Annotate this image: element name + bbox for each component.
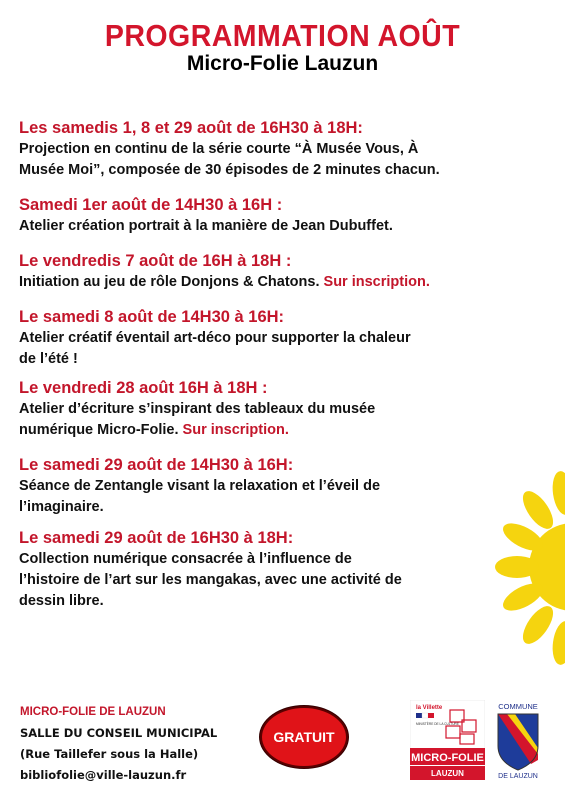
sun-decoration [445,455,565,675]
commune-label: COMMUNE [498,702,538,711]
event-date-heading: Le samedi 29 août de 16H30 à 18H: [19,529,294,547]
registration-note: Sur inscription. [323,274,430,290]
page-title: PROGRAMMATION AOÛT [104,18,461,53]
event-description-text: dessin libre. [19,593,104,609]
event-description-text: Séance de Zentangle visant la relaxation et l’éveil de [19,478,381,494]
event-description-line [19,328,539,349]
event-date-heading: Les samedis 1, 8 et 29 août de 16H30 à 18H: [19,119,363,137]
event-date-heading: Samedi 1er août de 14H30 à 16H : [19,196,283,214]
free-badge: GRATUIT [260,706,348,768]
event-description-text: Atelier création portrait à la manière de Jean Dubuffet. [19,218,393,234]
venue-address: (Rue Taillefer sous la Halle) [20,747,199,761]
event-description-text: Musée Moi”, composée de 30 épisodes de 2 minutes chacun. [19,162,440,178]
commune-logo [493,700,543,780]
event-description-line [19,139,539,160]
flag-blue-icon [416,713,422,718]
event-date-heading: Le vendredi 28 août 16H à 18H : [19,379,268,397]
event-description-text: Collection numérique consacrée à l’influence de [19,551,352,567]
contact-block [20,702,217,786]
venue-name: SALLE DU CONSEIL MUNICIPAL [20,726,218,740]
event-description-line [19,216,539,237]
villette-label: la Villette [416,705,443,711]
event-description-text: numérique Micro-Folie. [19,422,179,438]
event-description-text: l’histoire de l’art sur les mangakas, avec une activité de [19,572,402,588]
event-description-text: Atelier créatif éventail art-déco pour supporter la chaleur [19,330,411,346]
event-date-heading: Le samedi 8 août de 14H30 à 16H: [19,308,285,326]
coat-of-arms-icon [498,714,538,770]
event-description-text: de l’été ! [19,351,78,367]
event-description-line [19,399,539,420]
event-description-text: Initiation au jeu de rôle Donjons & Chatons. [19,274,320,290]
event-item [19,118,539,181]
event-description-line [19,160,539,181]
flag-red-icon [428,713,434,718]
de-lauzun-label: DE LAUZUN [498,773,538,780]
event-date-heading: Le samedi 29 août de 14H30 à 16H: [19,456,294,474]
event-description-text: Atelier d’écriture s’inspirant des tableaux du musée [19,401,376,417]
registration-note: Sur inscription. [182,422,289,438]
event-description-line [19,272,539,293]
contact-email: bibliofolie@ville-lauzun.fr [20,768,187,782]
page-subtitle: Micro-Folie Lauzun [186,52,379,75]
micro-folie-label: MICRO-FOLIE [411,752,484,764]
event-description-line [19,349,539,370]
event-description-text: Projection en continu de la série courte “À Musée Vous, À [19,141,419,157]
ministry-label: MINISTÈRE DE LA CULTURE [416,722,459,726]
event-item [19,195,539,237]
event-item [19,378,539,441]
micro-folie-logo [410,700,485,780]
event-date-heading: Le vendredis 7 août de 16H à 18H : [19,252,292,270]
event-description-text: l’imaginaire. [19,499,104,515]
lauzun-label: LAUZUN [431,769,464,778]
event-item [19,251,539,293]
organization-name: MICRO-FOLIE DE LAUZUN [20,706,166,718]
event-item [19,307,539,370]
event-description-line [19,420,539,441]
